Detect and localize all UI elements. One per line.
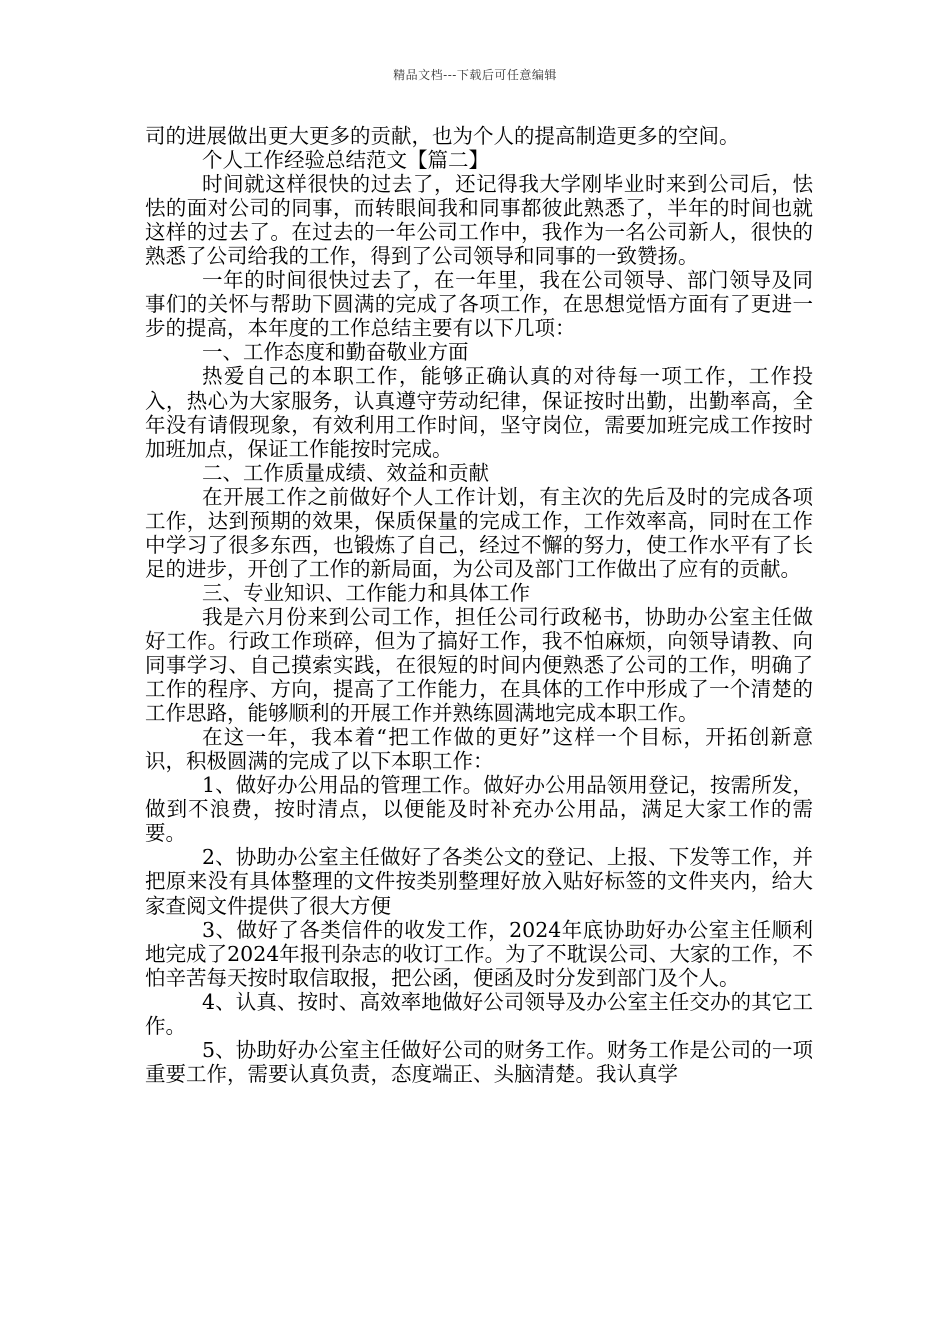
- paragraph: 我是六月份来到公司工作，担任公司行政秘书，协助办公室主任做好工作。行政工作琐碎，但为了搞好工作，我不怕麻烦，向领导请教、向同事学习、自己摸索实践，在很短的时间内便熟悉了公司的工作，明确了工作的程序、方向，提高了工作能力，在具体的工作中形成了一个清楚的工作思路，能够顺利的开展工作并熟练圆满地完成本职工作。: [145, 604, 813, 726]
- section-title: 个人工作经验总结范文【篇二】: [202, 148, 489, 173]
- list-item: 4、认真、按时、高效率地做好公司领导及办公室主任交办的其它工作。: [145, 989, 813, 1038]
- paragraph: 热爱自己的本职工作，能够正确认真的对待每一项工作，工作投入，热心为大家服务，认真遵守劳动纪律，保证按时出勤，出勤率高，全年没有请假现象，有效利用工作时间，坚守岗位，需要加班完成工作按时加班加点，保证工作能按时完成。: [145, 364, 813, 461]
- list-item: 2、协助办公室主任做好了各类公文的登记、上报、下发等工作，并把原来没有具体整理的文件按类别整理好放入贴好标签的文件夹内，给大家查阅文件提供了很大方便: [145, 845, 813, 918]
- paragraph: 在开展工作之前做好个人工作计划，有主次的先后及时的完成各项工作，达到预期的效果，保质保量的完成工作，工作效率高，同时在工作中学习了很多东西，也锻炼了自己，经过不懈的努力，使工作水平有了长足的进步，开创了工作的新局面，为公司及部门工作做出了应有的贡献。: [145, 484, 813, 581]
- paragraph: 司的进展做出更大更多的贡献，也为个人的提高制造更多的空间。: [145, 124, 740, 148]
- section-heading: 一、工作态度和勤奋敬业方面: [202, 340, 469, 365]
- paragraph: 在这一年，我本着“把工作做的更好”这样一个目标，开拓创新意识，积极圆满的完成了以下本职工作：: [145, 725, 813, 774]
- paragraph: 一年的时间很快过去了，在一年里，我在公司领导、部门领导及同事们的关怀与帮助下圆满的完成了各项工作，在思想觉悟方面有了更进一步的提高，本年度的工作总结主要有以下几项：: [145, 268, 813, 341]
- document-body: [145, 124, 813, 1086]
- page-header: 精品文档---下载后可任意编辑: [393, 68, 557, 82]
- section-heading: 二、工作质量成绩、效益和贡献: [202, 460, 489, 485]
- list-item: 1、做好办公用品的管理工作。做好办公用品领用登记，按需所发，做到不浪费，按时清点，以便能及时补充办公用品，满足大家工作的需要。: [145, 773, 813, 846]
- paragraph: 时间就这样很快的过去了，还记得我大学刚毕业时来到公司后，怯怯的面对公司的同事，而转眼间我和同事都彼此熟悉了，半年的时间也就这样的过去了。在过去的一年公司工作中，我作为一名公司新人，很快的熟悉了公司给我的工作，得到了公司领导和同事的一致赞扬。: [145, 172, 813, 269]
- list-item: 5、协助好办公室主任做好公司的财务工作。财务工作是公司的一项重要工作，需要认真负责，态度端正、头脑清楚。我认真学: [145, 1037, 813, 1086]
- list-item: 3、做好了各类信件的收发工作，2024年底协助好办公室主任顺利地完成了2024年报刊杂志的收订工作。为了不耽误公司、大家的工作，不怕辛苦每天按时取信取报，把公函，便函及时分发到部门及个人。: [145, 917, 813, 990]
- section-heading: 三、专业知识、工作能力和具体工作: [202, 580, 530, 605]
